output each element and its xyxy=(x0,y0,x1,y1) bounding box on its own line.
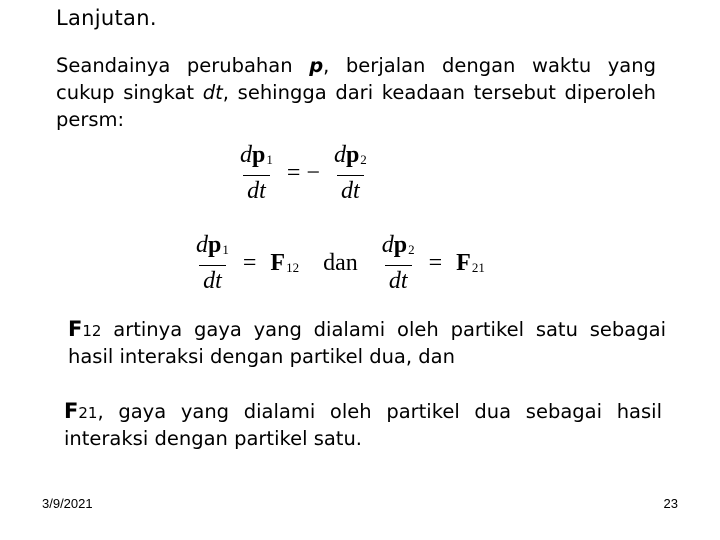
fraction-dp1-dt xyxy=(236,140,277,206)
intro-text-1: Seandainya perubahan xyxy=(56,54,310,77)
intro-text-3: , sehingga dari keadaan tersebut diperoleh persm: xyxy=(56,81,657,131)
equation-momentum-change xyxy=(236,140,371,206)
dt-denominator: dt xyxy=(199,265,226,296)
f-symbol: F xyxy=(64,399,79,423)
force-f21 xyxy=(452,250,489,277)
subscript-21: 21 xyxy=(471,259,485,275)
subscript-2: 2 xyxy=(408,242,415,257)
f-symbol: F xyxy=(456,249,471,276)
f12-explanation xyxy=(68,316,666,370)
subscript-12: 12 xyxy=(82,322,102,340)
dt-symbol: dt xyxy=(202,81,223,104)
dt-denominator: dt xyxy=(337,175,364,206)
connector-word: dan xyxy=(323,249,358,276)
dt-denominator: dt xyxy=(385,265,412,296)
d-symbol: d xyxy=(333,142,346,168)
d-symbol: d xyxy=(240,142,252,168)
equals-minus-sign: = − xyxy=(286,159,320,186)
intro-text-2: , berjalan dengan waktu yang cukup singkat xyxy=(56,54,656,104)
p-symbol: p xyxy=(252,142,266,168)
subscript-1: 1 xyxy=(266,152,273,167)
p-symbol: p xyxy=(345,142,360,168)
f-symbol: F xyxy=(68,317,83,341)
footer-date: 3/9/2021 xyxy=(42,496,93,511)
d-symbol: d xyxy=(381,232,394,258)
fraction-dp1-dt xyxy=(192,230,233,296)
f21-explanation xyxy=(64,398,662,452)
subscript-2: 2 xyxy=(360,152,367,167)
fraction-dp2-dt xyxy=(378,230,419,296)
p-symbol: p xyxy=(208,232,222,258)
d-symbol: d xyxy=(196,232,208,258)
fraction-dp2-dt xyxy=(330,140,371,206)
page-number: 23 xyxy=(663,496,678,511)
momentum-symbol: p xyxy=(309,54,324,77)
p-symbol: p xyxy=(393,232,408,258)
intro-paragraph xyxy=(56,52,656,133)
equals-sign: = xyxy=(242,249,257,276)
slide-title: Lanjutan. xyxy=(56,6,157,30)
f-symbol: F xyxy=(270,249,286,276)
subscript-1: 1 xyxy=(222,242,229,257)
f12-text: artinya gaya yang dialami oleh partikel satu sebagai hasil interaksi dengan partikel dua, dan xyxy=(68,318,666,368)
dt-denominator: dt xyxy=(243,175,270,206)
f21-text: , gaya yang dialami oleh partikel dua sebagai hasil interaksi dengan partikel satu. xyxy=(64,400,662,450)
subscript-21: 21 xyxy=(78,404,98,422)
equation-force-definition xyxy=(192,230,489,296)
force-f12 xyxy=(266,250,303,277)
subscript-12: 12 xyxy=(286,259,300,275)
equals-sign: = xyxy=(428,249,443,276)
